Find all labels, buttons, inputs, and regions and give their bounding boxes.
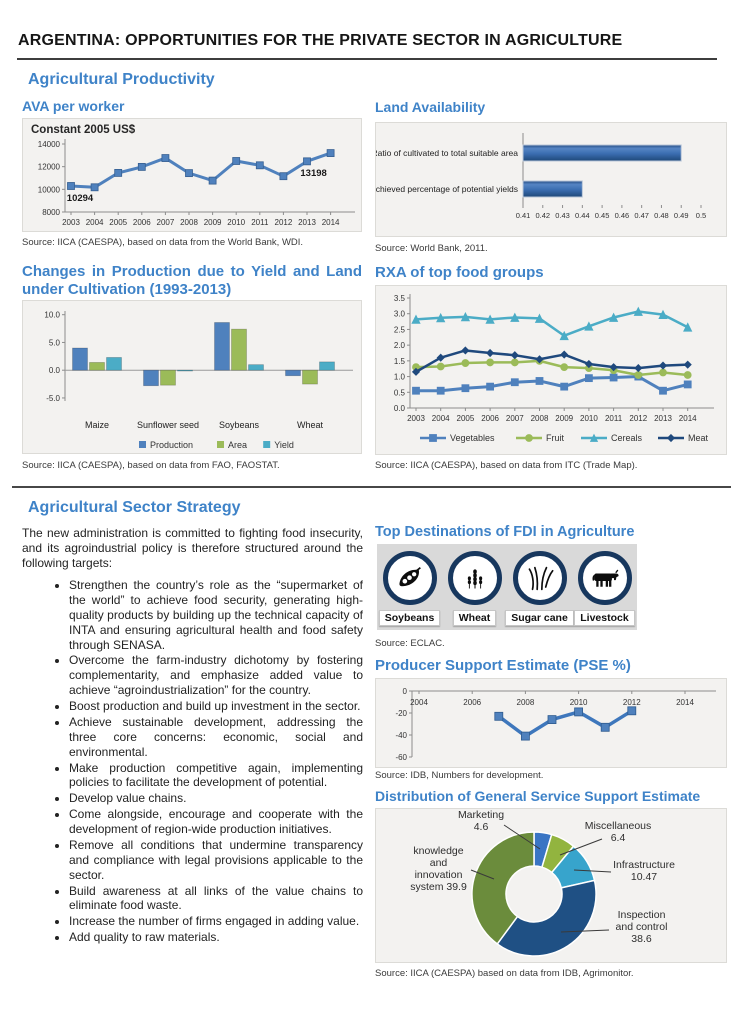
bullet-item: • Come alongside, encourage and cooperate with the development of region-wide production initiatives. bbox=[69, 807, 363, 837]
svg-text:2005: 2005 bbox=[456, 414, 475, 423]
svg-text:0.44: 0.44 bbox=[575, 211, 590, 220]
svg-text:2009: 2009 bbox=[555, 414, 574, 423]
svg-text:2012: 2012 bbox=[622, 698, 641, 707]
pse-chart-heading: Producer Support Estimate (PSE %) bbox=[375, 657, 631, 674]
svg-text:2004: 2004 bbox=[85, 218, 104, 227]
rxa-chart-panel bbox=[375, 285, 727, 455]
svg-text:0.0: 0.0 bbox=[393, 404, 405, 413]
strategy-bullet-list bbox=[22, 578, 363, 946]
svg-text:Maize: Maize bbox=[84, 420, 110, 430]
soybeans-icon bbox=[383, 551, 437, 605]
donut-label-inspection-and-control: Inspection and control 38.6 bbox=[615, 909, 668, 945]
fdi-label: Wheat bbox=[453, 610, 497, 626]
donut-label-infrastructure: Infrastructure 10.47 bbox=[613, 859, 675, 883]
svg-text:2008: 2008 bbox=[516, 698, 535, 707]
svg-text:0.5: 0.5 bbox=[695, 211, 707, 220]
production-chart bbox=[23, 301, 361, 453]
land-chart-heading: Land Availability bbox=[375, 99, 486, 115]
ava-chart-heading: AVA per worker bbox=[22, 98, 125, 114]
svg-text:0.48: 0.48 bbox=[654, 211, 669, 220]
svg-text:2011: 2011 bbox=[251, 218, 269, 227]
svg-text:2012: 2012 bbox=[274, 218, 293, 227]
svg-text:-5.0: -5.0 bbox=[46, 393, 60, 403]
svg-text:2006: 2006 bbox=[463, 698, 482, 707]
svg-text:2008: 2008 bbox=[180, 218, 198, 227]
svg-text:10294: 10294 bbox=[66, 193, 94, 205]
svg-text:2006: 2006 bbox=[132, 218, 151, 227]
bullet-item: • Achieve sustainable development, addressing the three core concerns: economic, social and environmental. bbox=[69, 715, 363, 760]
fdi-source: Source: ECLAC. bbox=[375, 638, 445, 649]
production-source: Source: IICA (CAESPA), based on data from FAO, FAOSTAT. bbox=[22, 460, 280, 471]
gsse-source: Source: IICA (CAESPA) based on data from IDB, Agrimonitor. bbox=[375, 968, 634, 979]
rxa-source: Source: IICA (CAESPA), based on data from ITC (Trade Map). bbox=[375, 460, 638, 471]
svg-text:2014: 2014 bbox=[678, 414, 697, 423]
svg-text:14000: 14000 bbox=[37, 140, 60, 149]
land-source: Source: World Bank, 2011. bbox=[375, 243, 488, 254]
pse-source: Source: IDB, Numbers for development. bbox=[375, 770, 544, 781]
section-divider bbox=[12, 486, 731, 488]
svg-text:2007: 2007 bbox=[505, 414, 524, 423]
svg-text:12000: 12000 bbox=[37, 162, 60, 172]
svg-text:Area: Area bbox=[228, 440, 248, 450]
bullet-item: • Remove all conditions that undermine transparency and compliance with legal provisions applicable to the sector. bbox=[69, 838, 363, 883]
svg-text:Cereals: Cereals bbox=[611, 433, 643, 443]
fdi-item-wheat bbox=[444, 551, 506, 626]
ava-axis-title: Constant 2005 US$ bbox=[31, 124, 136, 136]
svg-text:5.0: 5.0 bbox=[48, 338, 60, 348]
svg-text:2010: 2010 bbox=[580, 414, 598, 423]
svg-text:2003: 2003 bbox=[407, 414, 425, 423]
svg-text:2011: 2011 bbox=[604, 414, 623, 423]
svg-text:0.43: 0.43 bbox=[555, 211, 570, 220]
svg-text:2014: 2014 bbox=[676, 698, 694, 707]
bullet-item: • Strengthen the country’s role as the “supermarket of the world” to achieve food security, generating high-quality products by building up the technical capacity of INTA and ensuring agricultural health and food safety through SENASA. bbox=[69, 578, 363, 652]
title-divider bbox=[17, 58, 717, 60]
svg-text:2003: 2003 bbox=[62, 218, 80, 227]
svg-text:3.0: 3.0 bbox=[393, 309, 405, 319]
svg-text:2013: 2013 bbox=[298, 218, 316, 227]
svg-text:8000: 8000 bbox=[42, 208, 60, 217]
ava-source: Source: IICA (CAESPA), based on data from the World Bank, WDI. bbox=[22, 237, 304, 248]
svg-text:Fruit: Fruit bbox=[546, 433, 564, 443]
fdi-item-livestock bbox=[574, 551, 636, 626]
ava-chart-panel bbox=[22, 118, 362, 232]
production-chart-panel bbox=[22, 300, 362, 454]
fdi-panel bbox=[377, 544, 637, 630]
svg-text:10000: 10000 bbox=[37, 185, 60, 195]
svg-text:-20: -20 bbox=[395, 709, 407, 718]
sugar-cane-icon bbox=[513, 551, 567, 605]
svg-text:Ratio of cultivated to total s: Ratio of cultivated to total suitable area bbox=[376, 148, 518, 158]
svg-text:2006: 2006 bbox=[481, 414, 499, 423]
svg-text:2.0: 2.0 bbox=[393, 341, 405, 351]
svg-text:2014: 2014 bbox=[321, 218, 340, 227]
bullet-item: • Develop value chains. bbox=[69, 791, 363, 806]
svg-text:-40: -40 bbox=[395, 731, 407, 740]
svg-text:1.5: 1.5 bbox=[393, 356, 405, 366]
land-chart bbox=[376, 123, 726, 236]
svg-text:Yield: Yield bbox=[274, 440, 294, 450]
svg-text:2.5: 2.5 bbox=[393, 325, 405, 335]
section-heading-strategy: Agricultural Sector Strategy bbox=[28, 499, 241, 516]
donut-label-knowledge-and-innovation-system: knowledge and innovation system 39.9 bbox=[410, 845, 467, 893]
svg-text:Meat: Meat bbox=[688, 433, 709, 443]
fdi-item-soybeans bbox=[379, 551, 441, 626]
svg-text:0: 0 bbox=[402, 687, 407, 696]
donut-label-miscellaneous: Miscellaneous 6.4 bbox=[584, 820, 652, 844]
svg-text:2012: 2012 bbox=[629, 414, 648, 423]
svg-text:2004: 2004 bbox=[431, 414, 450, 423]
svg-text:1.0: 1.0 bbox=[393, 372, 405, 382]
fdi-label: Soybeans bbox=[379, 610, 441, 626]
page-title: ARGENTINA: OPPORTUNITIES FOR THE PRIVATE SECTOR IN AGRICULTURE bbox=[18, 32, 623, 49]
donut-label-marketing: Marketing 4.6 bbox=[457, 809, 505, 833]
svg-text:Achieved percentage of potenti: Achieved percentage of potential yields bbox=[376, 184, 518, 194]
bullet-item: • Increase the number of firms engaged in adding value. bbox=[69, 914, 363, 929]
livestock-icon bbox=[578, 551, 632, 605]
svg-text:Wheat: Wheat bbox=[296, 420, 324, 430]
svg-text:0.0: 0.0 bbox=[48, 366, 60, 376]
svg-text:0.47: 0.47 bbox=[634, 211, 649, 220]
rxa-chart bbox=[376, 286, 726, 454]
strategy-intro: The new administration is committed to fighting food insecurity, and its agroindustrial policy is therefore structured around the following targets: bbox=[22, 526, 363, 570]
svg-text:Soybeans: Soybeans bbox=[218, 420, 260, 430]
gsse-chart-panel bbox=[375, 808, 727, 963]
svg-text:2008: 2008 bbox=[530, 414, 549, 423]
svg-text:Sunflower seed: Sunflower seed bbox=[136, 420, 200, 430]
bullet-item: • Make production competitive again, implementing policies to facilitate the development of potential. bbox=[69, 761, 363, 791]
pse-chart-panel bbox=[375, 678, 727, 768]
svg-text:2013: 2013 bbox=[654, 414, 672, 423]
bullet-item: • Boost production and build up investment in the sector. bbox=[69, 699, 363, 714]
svg-text:0.46: 0.46 bbox=[614, 211, 630, 220]
fdi-label: Livestock bbox=[574, 610, 634, 626]
rxa-chart-heading: RXA of top food groups bbox=[375, 264, 544, 281]
gsse-chart-heading: Distribution of General Service Support Estimate bbox=[375, 788, 701, 804]
svg-text:2004: 2004 bbox=[410, 698, 428, 707]
svg-text:13198: 13198 bbox=[300, 168, 327, 180]
wheat-icon bbox=[448, 551, 502, 605]
bullet-item: • Build awareness at all links of the value chains to eliminate food waste. bbox=[69, 884, 363, 914]
svg-text:3.5: 3.5 bbox=[393, 294, 405, 303]
svg-text:-60: -60 bbox=[395, 753, 407, 762]
svg-text:0.49: 0.49 bbox=[673, 211, 689, 220]
svg-text:0.45: 0.45 bbox=[594, 211, 610, 220]
land-chart-panel bbox=[375, 122, 727, 237]
svg-text:0.5: 0.5 bbox=[393, 388, 405, 398]
svg-text:Vegetables: Vegetables bbox=[450, 433, 495, 443]
svg-text:Production: Production bbox=[150, 440, 194, 450]
svg-text:10.0: 10.0 bbox=[44, 310, 60, 320]
svg-text:0.41: 0.41 bbox=[515, 211, 531, 220]
fdi-heading: Top Destinations of FDI in Agriculture bbox=[375, 524, 635, 540]
svg-text:2007: 2007 bbox=[156, 218, 175, 227]
svg-text:2009: 2009 bbox=[203, 218, 222, 227]
svg-text:2005: 2005 bbox=[109, 218, 128, 227]
svg-text:2010: 2010 bbox=[227, 218, 246, 227]
bullet-item: • Add quality to raw materials. bbox=[69, 930, 363, 945]
production-chart-heading: Changes in Production due to Yield and Land under Cultivation (1993-2013) bbox=[22, 263, 362, 298]
svg-text:0.42: 0.42 bbox=[535, 211, 551, 220]
fdi-label: Sugar cane bbox=[505, 610, 574, 626]
fdi-item-sugar-cane bbox=[509, 551, 571, 626]
svg-text:2010: 2010 bbox=[569, 698, 588, 707]
section-heading-productivity: Agricultural Productivity bbox=[28, 71, 215, 88]
pse-chart bbox=[376, 679, 726, 767]
bullet-item: • Overcome the farm-industry dichotomy by fostering complementarity, and emphasize added value to achieve “agroindustrialization” for the country. bbox=[69, 653, 363, 698]
